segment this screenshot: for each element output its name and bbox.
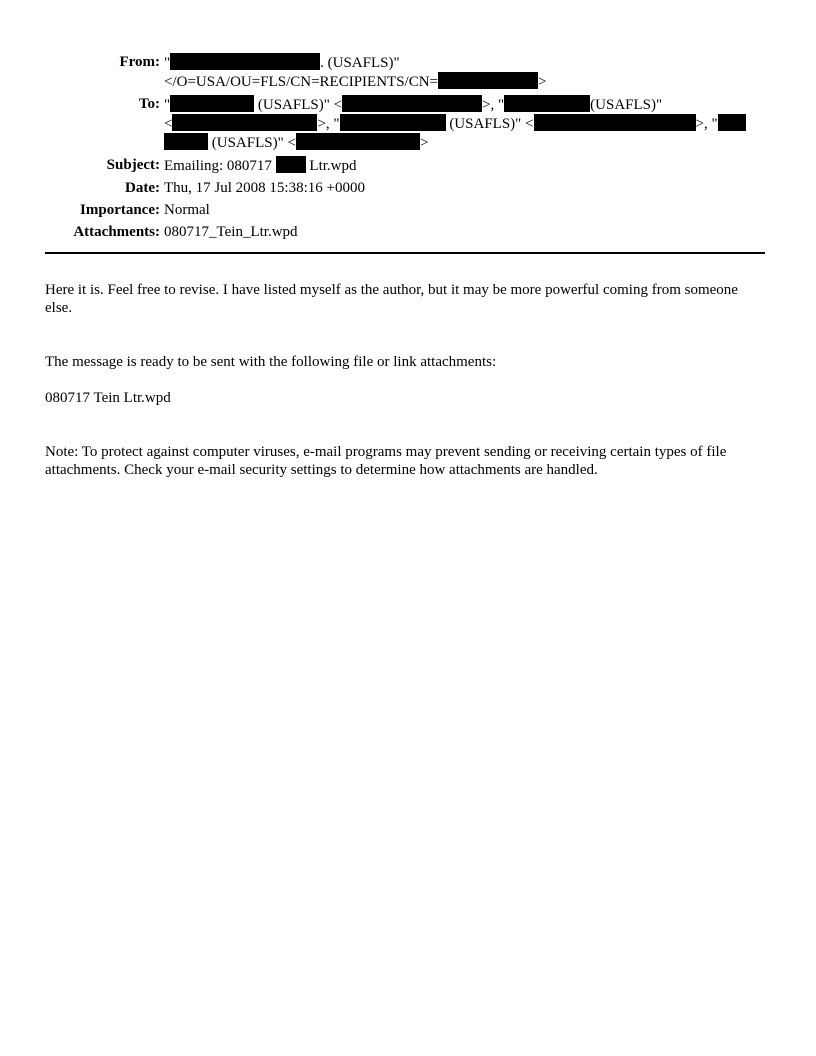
body-paragraph: Here it is. Feel free to revise. I have listed myself as the author, but it may be more powerful coming from someone else. [45, 282, 738, 316]
redaction-block [438, 72, 538, 89]
redaction-block [164, 133, 208, 150]
to-text: " [164, 97, 171, 113]
from-name-tail: . (USAFLS)" [320, 55, 400, 71]
redaction-block [296, 133, 420, 150]
body-paragraph: The message is ready to be sent with the following file or link attachments: [45, 354, 497, 370]
to-text: (USAFLS)" < [445, 116, 534, 132]
importance-value: Normal [164, 202, 210, 218]
redaction-block [276, 156, 306, 173]
subject-row [0, 156, 816, 175]
from-row [0, 53, 816, 91]
redaction-block [342, 95, 482, 112]
attachment-filename: 080717 Tein Ltr.wpd [45, 390, 171, 406]
attachments-row [0, 223, 816, 241]
to-text: (USAFLS)" < [208, 135, 296, 151]
to-text: < [164, 116, 173, 132]
redaction-block [340, 114, 446, 131]
date-row [0, 179, 816, 197]
redaction-block [718, 114, 746, 131]
from-quote: " [164, 55, 171, 71]
redaction-block [172, 114, 317, 131]
importance-row [0, 201, 816, 219]
to-text: >, " [482, 97, 505, 113]
attachments-value: 080717_Tein_Ltr.wpd [164, 224, 298, 240]
security-note: Note: To protect against computer viruses, e-mail programs may prevent sending or receiving certain types of file attachments. Check your e-mail security settings to determine how attachments are handled. [45, 444, 727, 478]
redaction-block [504, 95, 590, 112]
from-address-end: > [538, 74, 547, 90]
importance-label: Importance: [80, 202, 160, 218]
from-label: From: [119, 54, 160, 70]
to-label: To: [138, 96, 160, 112]
to-text: >, " [317, 116, 340, 132]
to-text: (USAFLS)" [590, 97, 663, 113]
redaction-block [534, 114, 696, 131]
from-address: </O=USA/OU=FLS/CN=RECIPIENTS/CN= [164, 74, 438, 90]
header-divider [45, 252, 765, 254]
to-text: (USAFLS)" < [254, 97, 343, 113]
subject-value [164, 156, 764, 175]
date-value: Thu, 17 Jul 2008 15:38:16 +0000 [164, 180, 365, 196]
redaction-block [170, 95, 254, 112]
to-row [0, 95, 816, 152]
date-label: Date: [125, 180, 160, 196]
subject-text: Ltr.wpd [305, 158, 357, 174]
redaction-block [170, 53, 320, 70]
from-value [164, 53, 764, 91]
email-body [45, 281, 765, 479]
subject-label: Subject: [106, 157, 160, 173]
subject-text: Emailing: 080717 [164, 158, 276, 174]
to-text: > [419, 135, 429, 151]
to-value [164, 95, 764, 152]
email-header [0, 53, 816, 245]
attachments-label: Attachments: [73, 224, 160, 240]
to-text: >, " [695, 116, 718, 132]
